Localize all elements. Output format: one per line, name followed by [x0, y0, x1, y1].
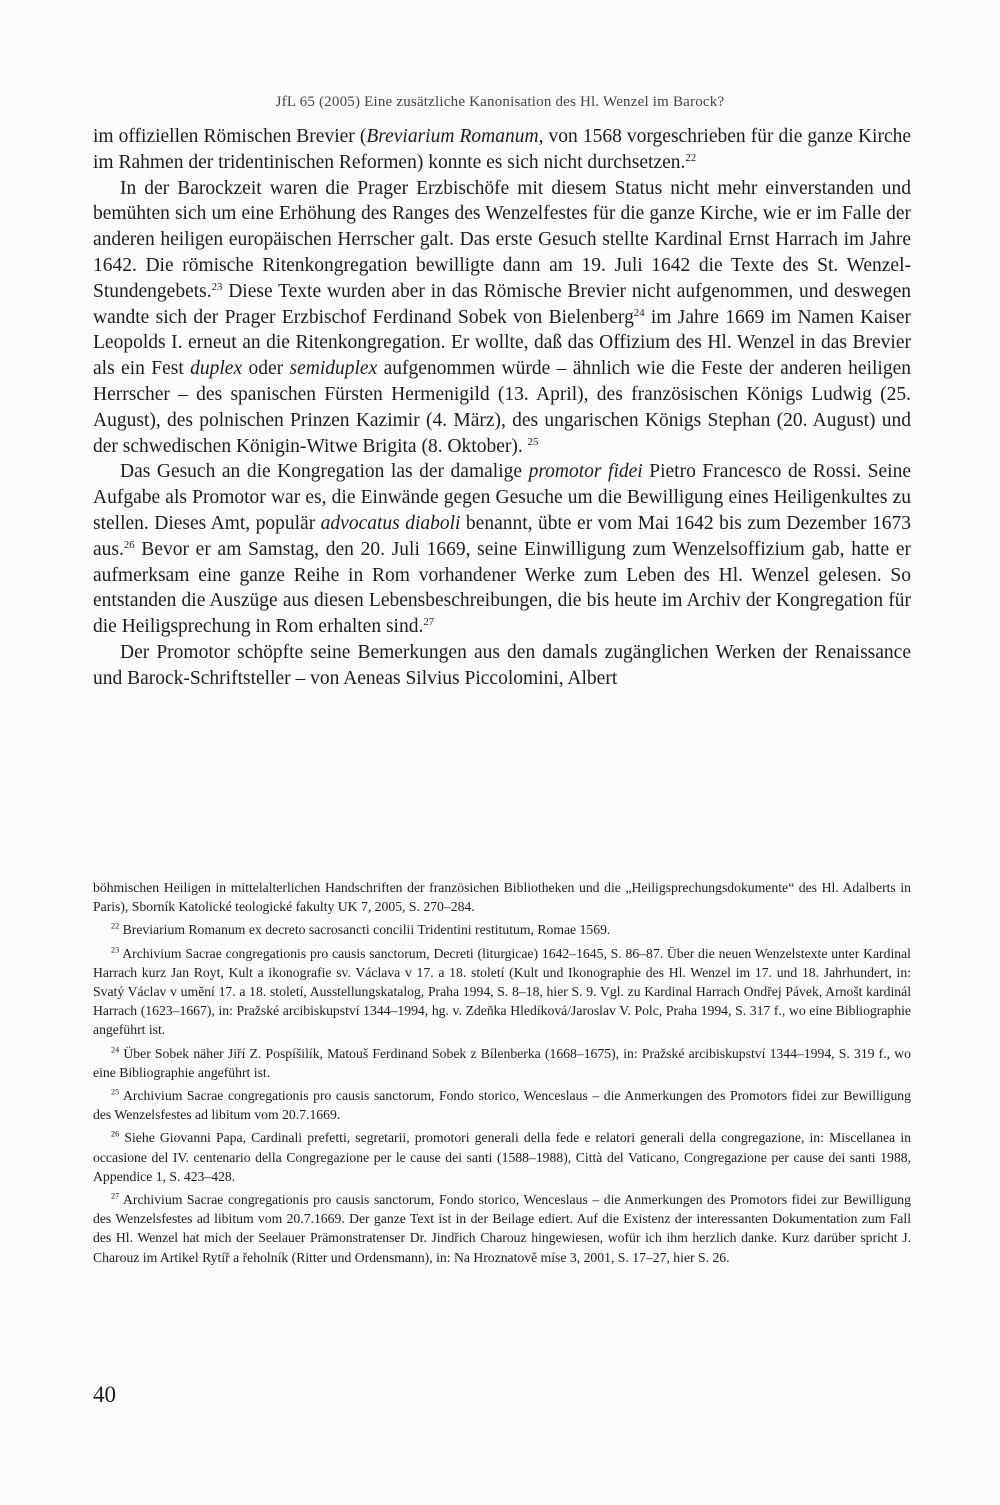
footnote-text: Breviarium Romanum ex decreto sacrosancti concilii Tridentini restitutum, Romae 1569. [119, 922, 611, 938]
footnote-ref[interactable]: 26 [123, 538, 135, 551]
footnote-ref[interactable]: 23 [211, 280, 223, 293]
page-number: 40 [93, 1382, 116, 1407]
text-run: Der Promotor schöpfte seine Bemerkungen aus den damals zugänglichen Werken der Renaissance und Barock-Schriftsteller – von Aeneas Silvius Piccolomini, Albert [93, 641, 911, 689]
footnote-23 [93, 944, 911, 1040]
footnote-24 [93, 1044, 911, 1082]
footnote-text: Siehe Giovanni Papa, Cardinali prefetti, segretarii, promotori generali della fede e relatori generali della congregazione, in: Miscellanea in occasione del IV. centenario della Congregazione per le cause dei santi (1588–1988), Città del Vaticano, Congregazione per cause dei santi 1988, Appendice 1, S. 423–428. [93, 1130, 911, 1184]
text-run: aufgenommen würde – ähnlich wie die Feste der anderen heiligen Herrscher – des spanischen Fürsten Hermenigild (13. April), des französischen Königs Ludwig (25. August), des polnischen Prinzen Kazimir (4. März), des ungarischen Königs Stephan (20. August) und der schwedischen Königin-Witwe Brigita (8. Oktober). [93, 358, 911, 457]
text-run: oder [242, 358, 290, 380]
footnote-ref[interactable]: 27 [423, 616, 435, 629]
footnote-number: 25 [111, 1087, 120, 1097]
footnote-ref[interactable]: 22 [685, 151, 697, 164]
paragraph-2 [93, 176, 911, 460]
paragraph-3 [93, 459, 911, 640]
footnote-continuation: böhmischen Heiligen in mittelalterlichen Handschriften der französichen Bibliotheken und die „Heiligsprechungsdokumente“ des Hl. Adalberts in Paris), Sborník Katolické teologické fakulty UK 7, 2005, S. 270–284. [93, 880, 911, 915]
footnote-number: 23 [111, 945, 120, 955]
text-run: im offiziellen Römischen Brevier ( [93, 126, 367, 147]
footnote-text: Archivium Sacrae congregationis pro causis sanctorum, Decreti (liturgicae) 1642–1645, S. 86–87. Über die neuen Wenzelstexte unter Kardinal Harrach kurz Jan Royt, Kult a ikonografie sv. Václava v 17. a 18. století (Kult und Ikonographie des Hl. Wenzel im 17. und 18. Jahrhundert, in: Svatý Václav v umění 17. a 18. století, Ausstellungskatalog, Praha 1994, S. 8–18, hier S. 9. Vgl. zu Kardinal Harrach Ondřej Pávek, Arnošt kardinál Harrach (1623–1667), in: Pražské arcibiskupství 1344–1994, hg. v. Zdeňka Hledíková/Jaroslav V. Polc, Praha 1994, S. 317 f., wo eine Bibliographie angeführt ist. [93, 945, 911, 1038]
italic-run: advocatus diaboli [320, 512, 461, 534]
italic-run: promotor fidei [528, 461, 643, 483]
footnote-ref[interactable]: 25 [527, 435, 539, 448]
text-run: , von 1568 vorgeschrieben für die ganze Kirche im Rahmen der tridentinischen Reformen) konnte es sich nicht durchsetzen. [93, 126, 912, 173]
footnote-ref[interactable]: 24 [633, 306, 645, 319]
text-run: Diese Texte wurden aber in das Römische Brevier nicht aufgenommen, und deswegen wandte sich der Prager Erzbischof Ferdinand Sobek von Bielenberg [93, 280, 911, 328]
footnote-text: Über Sobek näher Jiří Z. Pospíšilík, Matouš Ferdinand Sobek z Bílenberka (1668–1675), in: Pražské arcibiskupství 1344–1994, S. 319 f., wo eine Bibliographie angeführt ist. [93, 1045, 911, 1080]
footnote-22 [93, 920, 911, 939]
footnote-27 [93, 1190, 911, 1267]
body-text [93, 124, 911, 692]
footnote-number: 24 [111, 1045, 120, 1055]
footnote-text: Archivium Sacrae congregationis pro causis sanctorum, Fondo storico, Wenceslaus – die Anmerkungen des Promotors fidei zur Bewilligung des Wenzelsfestes ad libitum vom 20.7.1669. [93, 1088, 911, 1123]
italic-run: semiduplex [289, 358, 378, 380]
paragraph-1 [93, 124, 911, 176]
text-run: Bevor er am Samstag, den 20. Juli 1669, seine Einwilligung zum Wenzelsoffizium gab, hatte er aufmerksam eine ganze Reihe in Rom vorhandener Werke zum Leben des Hl. Wenzel gelesen. So entstanden die Auszüge aus diesen Lebensbeschreibungen, die bis heute im Archiv der Kongregation für die Heiligsprechung in Rom erhalten sind. [93, 538, 911, 638]
italic-run: Breviarium Romanum [366, 126, 539, 147]
text-run: Pietro Francesco de Rossi. Seine Aufgabe als Promotor war es, die Einwände gegen Gesuche um die Bewilligung eines Heiligenkultes zu stellen. Dieses Amt, populär [93, 461, 911, 534]
paragraph-4 [93, 640, 911, 692]
text-run: im Jahre 1669 im Namen Kaiser Leopolds I. erneut an die Ritenkongregation. Er wollte, daß das Offizium des Hl. Wenzel in das Brevier als ein Fest [93, 306, 911, 380]
footnote-26 [93, 1128, 911, 1186]
text-run: Das Gesuch an die Kongregation las der damalige [120, 461, 529, 483]
footnote-number: 22 [111, 922, 120, 932]
italic-run: duplex [190, 358, 243, 380]
running-head: JfL 65 (2005) Eine zusätzliche Kanonisation des Hl. Wenzel im Barock? [275, 94, 725, 110]
text-run: In der Barockzeit waren die Prager Erzbischöfe mit diesem Status nicht mehr einverstanden und bemühten sich um eine Erhöhung des Ranges des Wenzelfestes für die ganze Kirche, wie er im Falle der anderen heiligen europäischen Herrscher galt. Das erste Gesuch stellte Kardinal Ernst Harrach im Jahre 1642. Die römische Ritenkongregation bewilligte dann am 19. Juli 1642 die Texte des St. Wenzel-Stundengebets. [93, 177, 911, 302]
text-run: benannt, übte er vom Mai 1642 bis zum Dezember 1673 aus. [93, 512, 911, 560]
footnote-number: 26 [111, 1130, 120, 1140]
footnotes [93, 878, 911, 1271]
footnote-25 [93, 1086, 911, 1124]
footnote-text: Archivium Sacrae congregationis pro causis sanctorum, Fondo storico, Wenceslaus – die Anmerkungen des Promotors fidei zur Bewilligung des Wenzelsfestes ad libitum vom 20.7.1669. Der ganze Text ist in der Beilage ediert. Auf die Existenz der interessanten Dokumentation zum Fall des Hl. Wenzel hat mich der Seelauer Prämonstratenser Dr. Jindřich Charouz hingewiesen, wofür ich ihm herzlich danke. Kurz darüber spricht J. Charouz im Artikel Rytíř a řeholník (Ritter und Ordensmann), in: Na Hroznatově míse 3, 2001, S. 17–27, hier S. 26. [93, 1192, 911, 1265]
footnote-number: 27 [111, 1191, 120, 1201]
